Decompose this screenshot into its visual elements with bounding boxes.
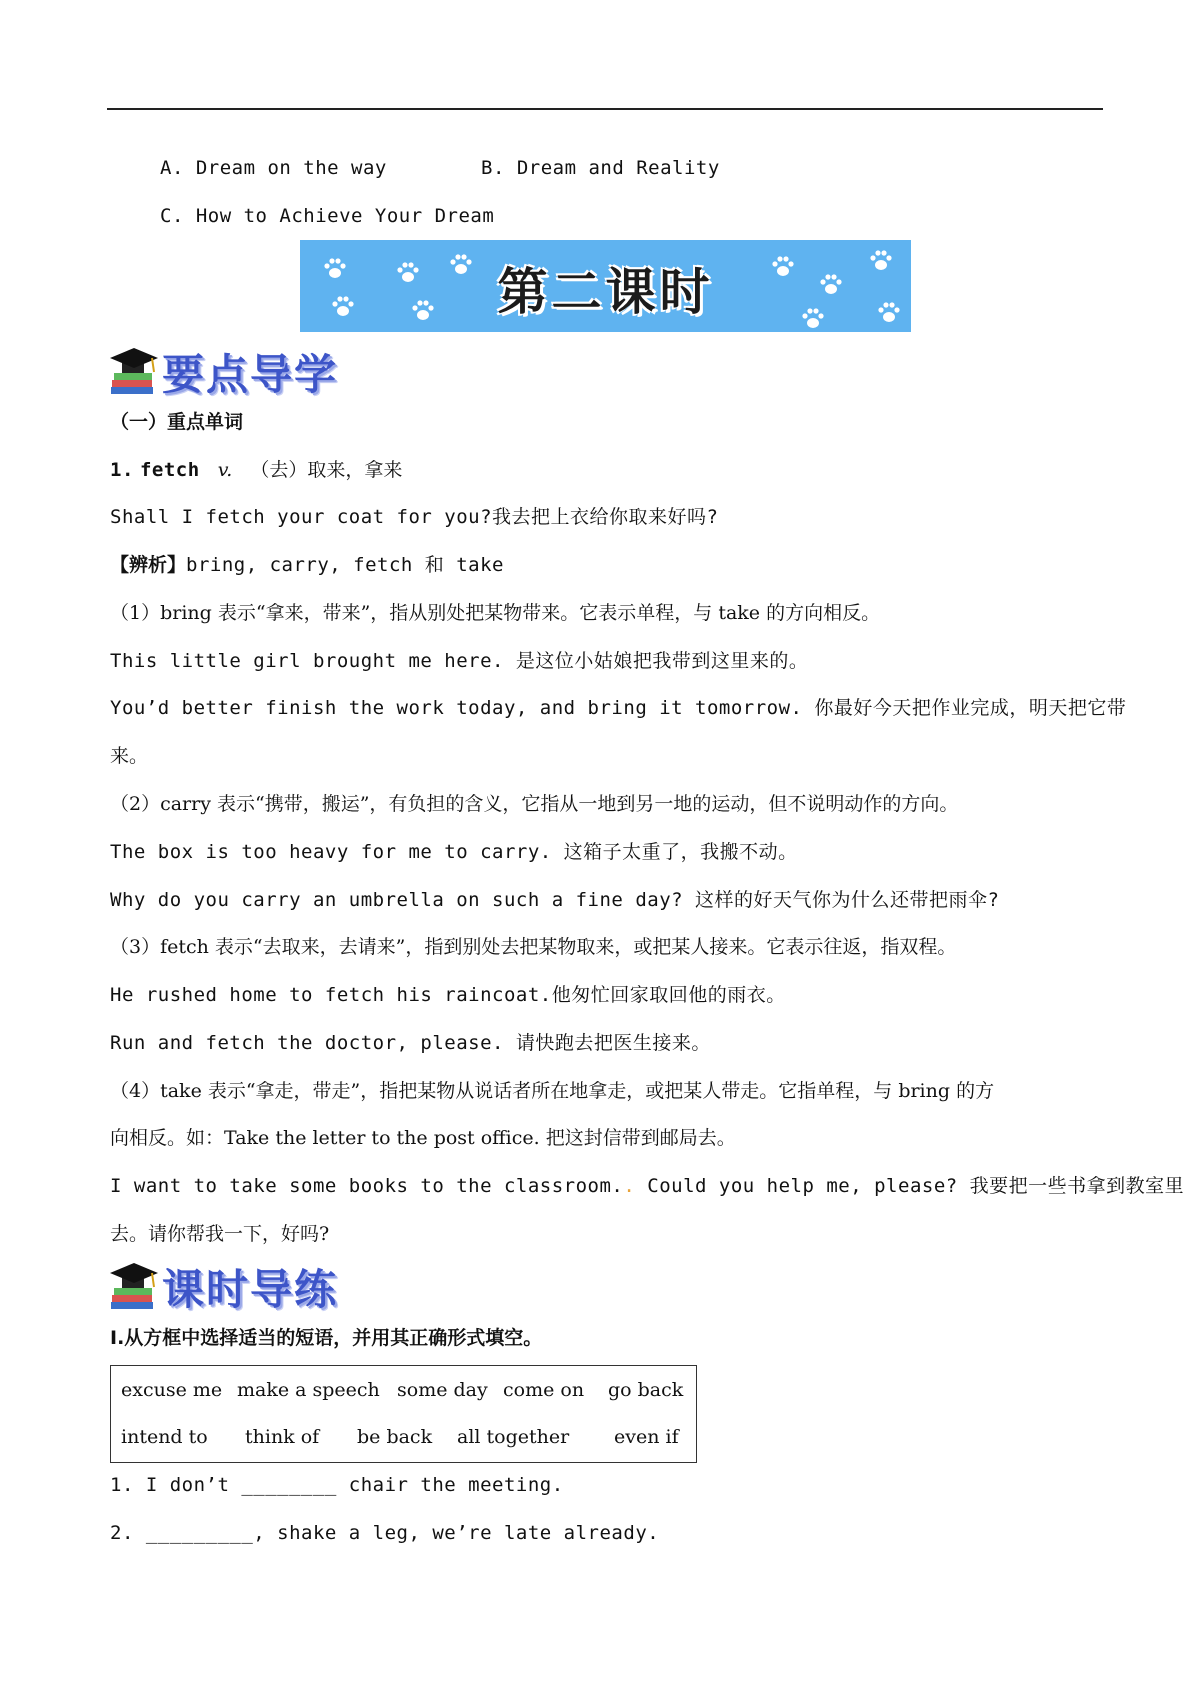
- text-line: 向相反。如：Take the letter to the post office. 把这封信带到邮局去。: [110, 1127, 736, 1149]
- banner-title: 第二课时: [497, 263, 714, 321]
- phrase: some day: [397, 1379, 488, 1401]
- analysis-label: 【辨析】: [110, 554, 187, 576]
- header-rule: [107, 108, 1103, 110]
- text-line: 去。请你帮我一下，好吗?: [110, 1223, 330, 1245]
- question-1: 1. I don’t ________ chair the meeting.: [110, 1474, 564, 1496]
- example-line: You’d better finish the work today, and bring it tomorrow. 你最好今天把作业完成，明天把它带: [110, 697, 1127, 719]
- entry-number: 1.: [110, 459, 134, 481]
- example-line: The box is too heavy for me to carry. 这箱子太重了，我搬不动。: [110, 841, 798, 863]
- example-dot: .: [623, 1175, 636, 1197]
- example-line: [110, 1172, 1184, 1200]
- subheading: （一）重点单词: [110, 411, 244, 433]
- analysis-line: [110, 551, 504, 579]
- phrase: make a speech: [237, 1379, 380, 1401]
- text-line: （1）bring 表示“拿来，带来”，指从别处把某物带来。它表示单程，与 take 的方向相反。: [110, 602, 881, 624]
- example-part: I want to take some books to the classroom.: [110, 1175, 624, 1197]
- entry-word: fetch: [139, 459, 200, 481]
- phrase: think of: [245, 1426, 320, 1448]
- question-2: 2. _________, shake a leg, we’re late already.: [110, 1522, 660, 1544]
- text-line: 来。: [110, 745, 149, 767]
- lesson-banner: [300, 240, 911, 332]
- phrase-box: [110, 1365, 697, 1463]
- entry-pos: v.: [217, 459, 233, 481]
- option-c: C. How to Achieve Your Dream: [160, 205, 495, 227]
- option-a: A. Dream on the way: [160, 157, 387, 179]
- phrase: come on: [503, 1379, 585, 1401]
- section-key-points: [108, 340, 438, 399]
- graduation-cap-books-icon: [108, 1255, 160, 1311]
- analysis-words: bring, carry, fetch 和 take: [186, 554, 504, 576]
- example-line: He rushed home to fetch his raincoat.他匆忙回家取回他的雨衣。: [110, 984, 786, 1006]
- section-title: 要点导学: [162, 350, 339, 399]
- example-line: Run and fetch the doctor, please. 请快跑去把医生接来。: [110, 1032, 711, 1054]
- phrase: all together: [457, 1426, 570, 1448]
- text-line: （2）carry 表示“携带，搬运”，有负担的含义，它指从一地到另一地的运动，但不说明动作的方向。: [110, 793, 959, 815]
- vocab-entry: [110, 456, 402, 484]
- phrase: go back: [608, 1379, 684, 1401]
- example-line: Why do you carry an umbrella on such a fine day? 这样的好天气你为什么还带把雨伞?: [110, 889, 1000, 911]
- example-part: Could you help me, please? 我要把一些书拿到教室里: [635, 1175, 1185, 1197]
- example-line: This little girl brought me here. 是这位小姑娘把我带到这里来的。: [110, 650, 809, 672]
- example-line: Shall I fetch your coat for you?我去把上衣给你取来好吗?: [110, 506, 719, 528]
- phrase: intend to: [121, 1426, 208, 1448]
- section-title: 课时导练: [162, 1265, 339, 1314]
- graduation-cap-books-icon: [108, 340, 160, 396]
- phrase: be back: [357, 1426, 433, 1448]
- text-line: （4）take 表示“拿走，带走”，指把某物从说话者所在地拿走，或把某人带走。它指单程，与 bring 的方: [110, 1080, 995, 1102]
- option-b: B. Dream and Reality: [481, 157, 720, 179]
- phrase: even if: [614, 1426, 679, 1448]
- phrase: excuse me: [121, 1379, 223, 1401]
- entry-meaning: （去）取来，拿来: [250, 459, 403, 481]
- section-practice: [108, 1255, 438, 1314]
- exercise-instruction: Ⅰ.从方框中选择适当的短语，并用其正确形式填空。: [110, 1327, 543, 1349]
- text-line: （3）fetch 表示“去取来，去请来”，指到别处去把某物取来，或把某人接来。它表示往返，指双程。: [110, 936, 957, 958]
